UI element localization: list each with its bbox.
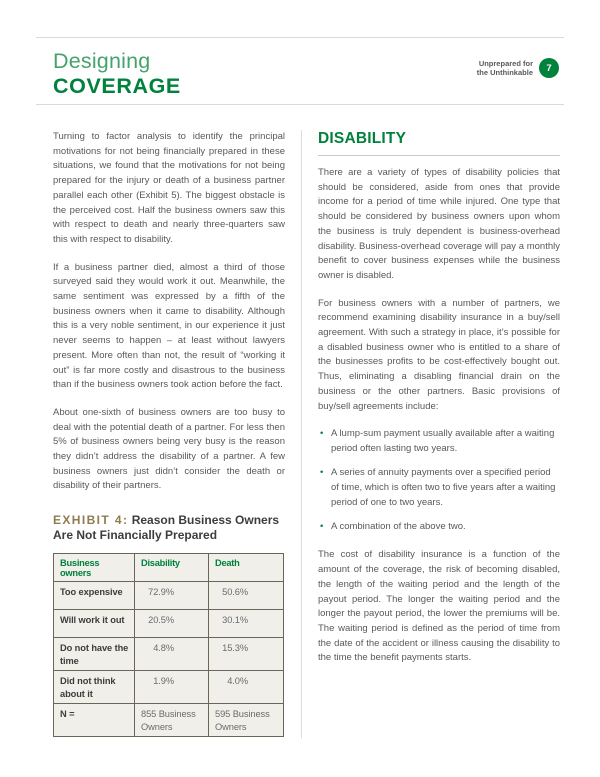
page-number-badge: 7 bbox=[539, 58, 559, 78]
table-row-label: Do not have the time bbox=[54, 638, 135, 671]
table-row-label: Will work it out bbox=[54, 610, 135, 638]
table-cell: 855 Business Owners bbox=[135, 704, 209, 737]
section-heading-disability: DISABILITY bbox=[318, 130, 407, 147]
left-column bbox=[53, 130, 285, 738]
table-header-cell: Death bbox=[209, 554, 284, 582]
table-cell: 1.9% bbox=[135, 671, 209, 704]
table-row bbox=[54, 671, 284, 704]
page-title-line1: Designing bbox=[53, 49, 151, 73]
table-cell: 72.9% bbox=[135, 582, 209, 610]
page-title bbox=[53, 49, 181, 99]
table-row-label: Did not think about it bbox=[54, 671, 135, 704]
table-row bbox=[54, 610, 284, 638]
table-header-row bbox=[54, 554, 284, 582]
list-item: • A combination of the above two. bbox=[320, 520, 560, 535]
list-item: • A lump-sum payment usually available after a waiting period often lasting two years. bbox=[320, 427, 560, 456]
table-row-label: N = bbox=[54, 704, 135, 737]
list-item: • A series of annuity payments over a specified period of time, which is often two to five years after a waiting period of one to two years. bbox=[320, 466, 560, 510]
table-cell: 4.0% bbox=[209, 671, 284, 704]
table-cell: 15.3% bbox=[209, 638, 284, 671]
body-paragraph: There are a variety of types of disability policies that should be considered, aside from ones that provide income for a period of time while injured. One type that should be considered by business owners upon whom the business is truly dependent is business-overhead disability. Business-overhead coverage will pay a monthly benefit to cover business expenses while the business owner is disabled. bbox=[318, 167, 560, 281]
content-area bbox=[53, 130, 560, 738]
brand-tagline bbox=[477, 59, 533, 77]
table-cell: 595 Business Owners bbox=[209, 704, 284, 737]
table-cell: 20.5% bbox=[135, 610, 209, 638]
body-paragraph: About one-sixth of business owners are too busy to deal with the potential death of a partner. For less then 5% of business owners being very busy is the reason they didn’t address the disability of a partner. A few business owners just didn’t consider the death or disability of their partners. bbox=[53, 406, 285, 492]
table-header-cell: Business owners bbox=[54, 554, 135, 582]
table-cell: 4.8% bbox=[135, 638, 209, 671]
table-cell: 30.1% bbox=[209, 610, 284, 638]
table-row bbox=[54, 638, 284, 671]
header-bottom-rule bbox=[36, 104, 564, 105]
brand-block bbox=[477, 58, 559, 78]
table-cell: 50.6% bbox=[209, 582, 284, 610]
body-paragraph: For business owners with a number of partners, we recommend examining disability insurance in a buy/sell agreement. With such a strategy in place, it’s possible for a disabled business owner who is entitled to a share of the businesses profits to be cost-effectively bought out. Thus, eliminating a disabling financial drain on the business or the other partners. Basic provisions of buy/sell agreements include: bbox=[318, 297, 560, 412]
body-paragraph: Turning to factor analysis to identify the principal motivations for not being financially prepared in these situations, we found that the motivations for not being prepared for the injury or death of a business partner parallel each other (Exhibit 5). The biggest obstacle is the perceived cost. Half the business owners saw this with respect to death and nearly three-quarters saw this with respect to disability. bbox=[53, 131, 285, 245]
exhibit-table bbox=[53, 553, 284, 737]
buy-sell-provisions-list bbox=[320, 427, 560, 534]
page-title-line2: COVERAGE bbox=[53, 74, 181, 98]
exhibit-title: Reason Business Owners Are Not Financially Prepared bbox=[53, 513, 280, 542]
exhibit-heading bbox=[53, 513, 285, 542]
exhibit-label: EXHIBIT 4: bbox=[53, 513, 129, 528]
body-paragraph: If a business partner died, almost a third of those surveyed said they would work it out. Meanwhile, the same sentiment was expressed by a fifth of the business owners when it came to disability. Although this is a very noble sentiment, in our experience it just never seems to happen – at least without lawyers present. More often than not, the result of “working it out” is far more costly and disastrous to the business than if the business owners took action before the fact. bbox=[53, 261, 285, 391]
table-row bbox=[54, 582, 284, 610]
body-paragraph: The cost of disability insurance is a function of the amount of the coverage, the risk of becoming disabled, the length of the waiting period and the length of the payout period. The longer the waiting period and the longer the payout period, the lower the premiums will be. The waiting period is defined as the period of time from the date of the accident or illness causing the disability to the time the benefit payments starts. bbox=[318, 549, 560, 664]
brand-tagline-line1: Unprepared for bbox=[478, 59, 533, 68]
table-row bbox=[54, 704, 284, 737]
brand-tagline-line2: the Unthinkable bbox=[476, 68, 533, 77]
right-column bbox=[318, 130, 560, 738]
table-row-label: Too expensive bbox=[54, 582, 135, 610]
section-heading-rule bbox=[318, 155, 560, 156]
header-top-rule bbox=[36, 37, 564, 38]
table-header-cell: Disability bbox=[135, 554, 209, 582]
column-divider bbox=[301, 130, 302, 738]
